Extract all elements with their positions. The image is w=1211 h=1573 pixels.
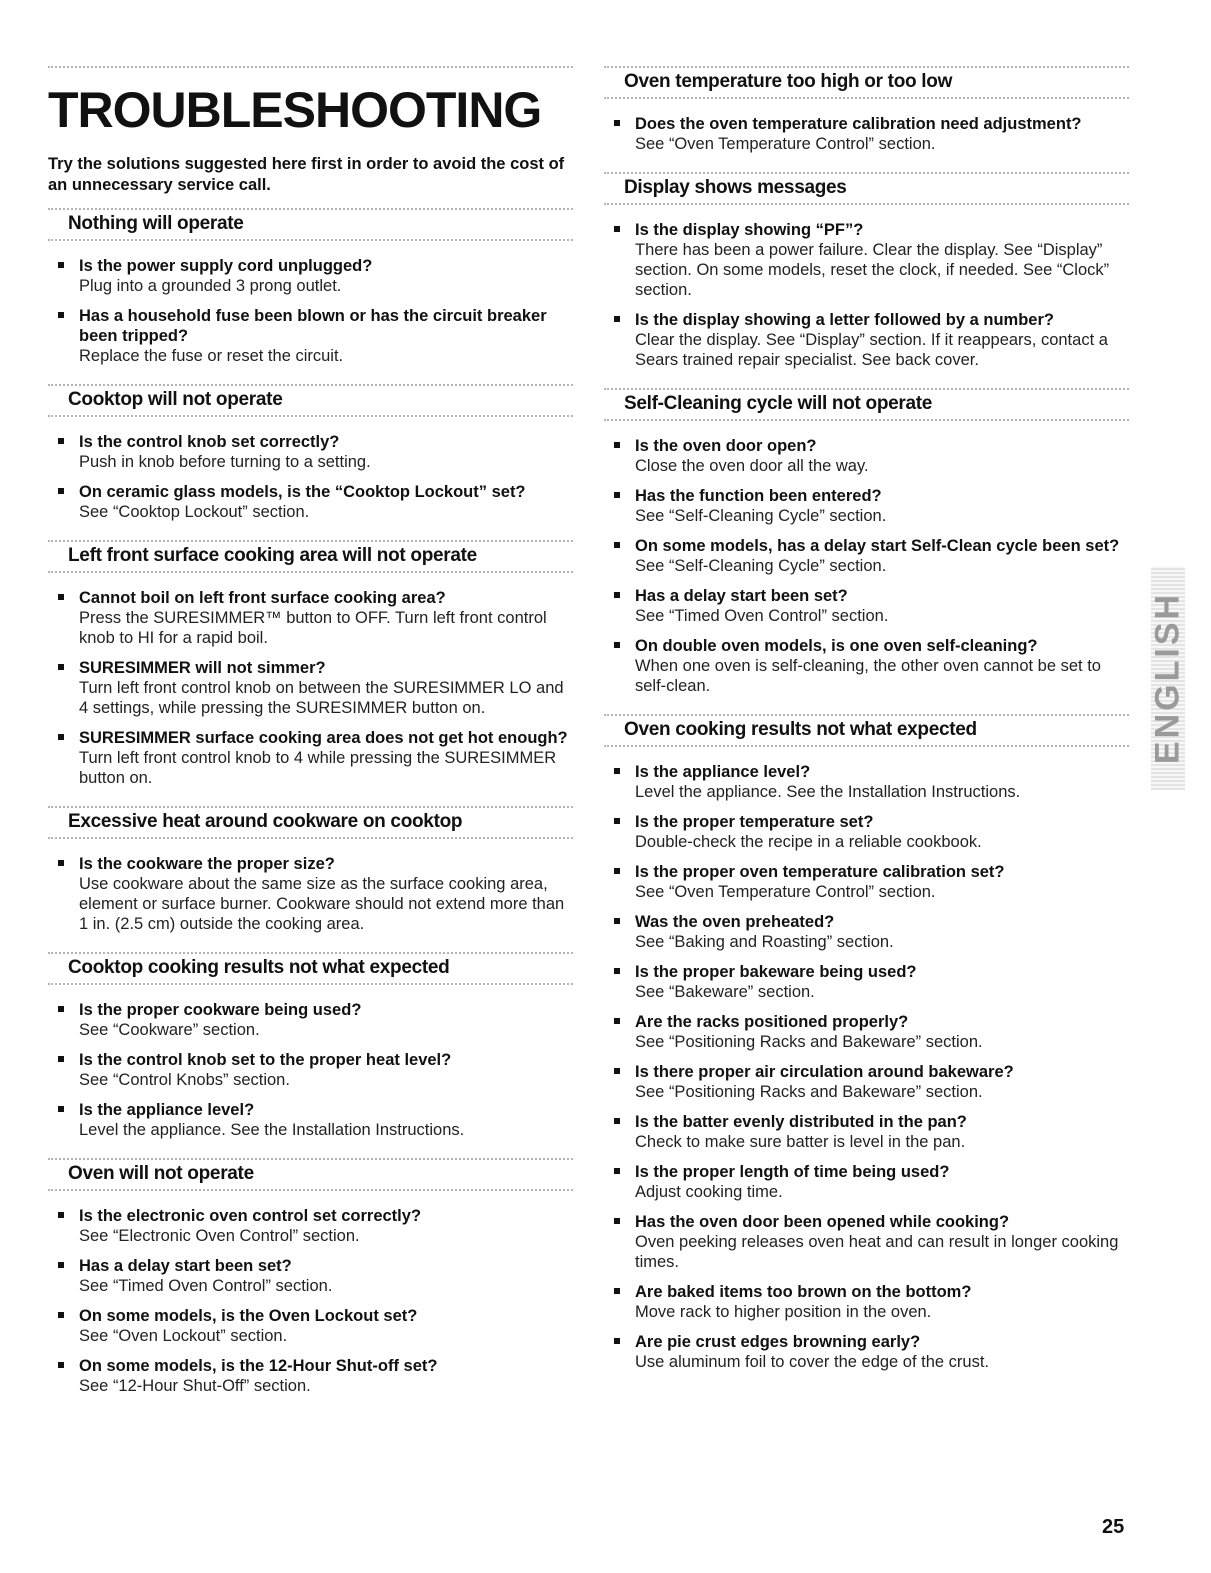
troubleshooting-item [48, 306, 573, 366]
square-bullet-icon [614, 1218, 620, 1224]
square-bullet-icon [614, 818, 620, 824]
troubleshooting-item [604, 1112, 1129, 1152]
item-answer: See “Self-Cleaning Cycle” section. [635, 557, 887, 575]
troubleshooting-item [48, 1100, 573, 1140]
square-bullet-icon [58, 438, 64, 444]
item-answer: See “Self-Cleaning Cycle” section. [635, 507, 887, 525]
item-question: Is the electronic oven control set correctly? [79, 1207, 422, 1225]
item-question: On some models, is the 12-Hour Shut-off set? [79, 1357, 438, 1375]
square-bullet-icon [614, 1288, 620, 1294]
item-question: Has a household fuse been blown or has the circuit breaker been tripped? [79, 307, 547, 345]
item-question: Has a delay start been set? [79, 1257, 292, 1275]
square-bullet-icon [58, 594, 64, 600]
item-question: Has the function been entered? [635, 487, 882, 505]
item-answer: See “Control Knobs” section. [79, 1071, 290, 1089]
item-answer: Level the appliance. See the Installation Instructions. [635, 783, 1021, 801]
item-answer: Close the oven door all the way. [635, 457, 869, 475]
square-bullet-icon [58, 1056, 64, 1062]
troubleshooting-item [48, 432, 573, 472]
section-bottom-rule [48, 1189, 573, 1191]
item-answer: Oven peeking releases oven heat and can result in longer cooking times. [635, 1233, 1119, 1271]
square-bullet-icon [614, 642, 620, 648]
troubleshooting-item [604, 1332, 1129, 1372]
troubleshooting-item [48, 1206, 573, 1246]
troubleshooting-item [604, 812, 1129, 852]
troubleshooting-item [604, 1062, 1129, 1102]
item-question: Has a delay start been set? [635, 587, 848, 605]
square-bullet-icon [58, 488, 64, 494]
item-question: SURESIMMER surface cooking area does not get hot enough? [79, 729, 568, 747]
troubleshooting-item [48, 1000, 573, 1040]
troubleshooting-item [604, 536, 1129, 576]
item-question: Was the oven preheated? [635, 913, 835, 931]
item-answer: See “Electronic Oven Control” section. [79, 1227, 360, 1245]
left-sections [48, 208, 573, 1414]
section-heading: Display shows messages [624, 177, 847, 198]
square-bullet-icon [58, 664, 64, 670]
item-question: Is the control knob set correctly? [79, 433, 340, 451]
item-question: Are the racks positioned properly? [635, 1013, 909, 1031]
section-bottom-rule [604, 419, 1129, 421]
square-bullet-icon [614, 226, 620, 232]
square-bullet-icon [614, 316, 620, 322]
section-bottom-rule [604, 97, 1129, 99]
item-answer: When one oven is self-cleaning, the other oven cannot be set to self-clean. [635, 657, 1101, 695]
item-answer: Push in knob before turning to a setting. [79, 453, 371, 471]
troubleshooting-item [48, 854, 573, 934]
item-answer: See “Bakeware” section. [635, 983, 815, 1001]
square-bullet-icon [58, 312, 64, 318]
language-side-tab [1148, 566, 1187, 790]
item-answer: See “Oven Lockout” section. [79, 1327, 288, 1345]
square-bullet-icon [614, 120, 620, 126]
item-question: Is there proper air circulation around bakeware? [635, 1063, 1014, 1081]
square-bullet-icon [614, 1168, 620, 1174]
top-rule [48, 66, 573, 68]
troubleshooting-section [48, 208, 573, 384]
item-question: Is the cookware the proper size? [79, 855, 335, 873]
square-bullet-icon [58, 1106, 64, 1112]
item-question: Is the proper temperature set? [635, 813, 874, 831]
square-bullet-icon [614, 542, 620, 548]
square-bullet-icon [58, 1362, 64, 1368]
item-answer: See “Timed Oven Control” section. [635, 607, 889, 625]
item-question: Cannot boil on left front surface cooking area? [79, 589, 446, 607]
troubleshooting-item [48, 482, 573, 522]
item-answer: See “Oven Temperature Control” section. [635, 135, 936, 153]
square-bullet-icon [58, 734, 64, 740]
item-question: On double oven models, is one oven self-cleaning? [635, 637, 1038, 655]
item-answer: Level the appliance. See the Installation Instructions. [79, 1121, 465, 1139]
intro-text: Try the solutions suggested here first in order to avoid the cost of an unnecessary service call. [48, 155, 565, 194]
troubleshooting-section [604, 388, 1129, 714]
item-question: On some models, is the Oven Lockout set? [79, 1307, 418, 1325]
square-bullet-icon [58, 1006, 64, 1012]
square-bullet-icon [614, 768, 620, 774]
troubleshooting-item [48, 1306, 573, 1346]
item-answer: See “12-Hour Shut-Off” section. [79, 1377, 311, 1395]
item-answer: See “Positioning Racks and Bakeware” section. [635, 1083, 983, 1101]
item-answer: Check to make sure batter is level in the pan. [635, 1133, 966, 1151]
troubleshooting-item [48, 1256, 573, 1296]
square-bullet-icon [58, 1312, 64, 1318]
item-question: Is the control knob set to the proper heat level? [79, 1051, 452, 1069]
troubleshooting-item [48, 728, 573, 788]
item-answer: Press the SURESIMMER™ button to OFF. Turn left front control knob to HI for a rapid boil. [79, 609, 547, 647]
troubleshooting-item [604, 486, 1129, 526]
item-question: On ceramic glass models, is the “Cooktop Lockout” set? [79, 483, 526, 501]
troubleshooting-section [48, 1158, 573, 1414]
troubleshooting-item [604, 1282, 1129, 1322]
item-question: SURESIMMER will not simmer? [79, 659, 326, 677]
section-heading: Left front surface cooking area will not operate [68, 545, 477, 566]
troubleshooting-item [48, 256, 573, 296]
section-heading: Self-Cleaning cycle will not operate [624, 393, 933, 414]
troubleshooting-section [48, 806, 573, 952]
item-answer: See “Positioning Racks and Bakeware” section. [635, 1033, 983, 1051]
item-answer: Replace the fuse or reset the circuit. [79, 347, 344, 365]
item-answer: See “Timed Oven Control” section. [79, 1277, 333, 1295]
square-bullet-icon [58, 1262, 64, 1268]
item-question: Is the proper length of time being used? [635, 1163, 950, 1181]
item-question: Is the oven door open? [635, 437, 817, 455]
item-question: Is the appliance level? [79, 1101, 255, 1119]
troubleshooting-item [604, 310, 1129, 370]
troubleshooting-item [604, 862, 1129, 902]
troubleshooting-item [48, 658, 573, 718]
section-heading: Excessive heat around cookware on cooktop [68, 811, 463, 832]
square-bullet-icon [614, 1068, 620, 1074]
section-heading: Cooktop cooking results not what expected [68, 957, 450, 978]
troubleshooting-item [604, 114, 1129, 154]
troubleshooting-item [604, 636, 1129, 696]
square-bullet-icon [614, 1018, 620, 1024]
troubleshooting-item [604, 220, 1129, 300]
right-column [604, 66, 1129, 1390]
troubleshooting-item [604, 912, 1129, 952]
item-answer: Plug into a grounded 3 prong outlet. [79, 277, 342, 295]
section-bottom-rule [48, 415, 573, 417]
item-answer: See “Cookware” section. [79, 1021, 260, 1039]
troubleshooting-section [48, 540, 573, 806]
item-answer: Clear the display. See “Display” section. If it reappears, contact a Sears trained repair specialist. See back cover. [635, 331, 1108, 369]
item-question: Is the display showing “PF”? [635, 221, 864, 239]
square-bullet-icon [58, 860, 64, 866]
section-heading: Nothing will operate [68, 213, 244, 234]
item-question: Is the display showing a letter followed by a number? [635, 311, 1054, 329]
page-title: TROUBLESHOOTING [48, 82, 542, 138]
item-answer: See “Oven Temperature Control” section. [635, 883, 936, 901]
square-bullet-icon [614, 442, 620, 448]
item-answer: Use cookware about the same size as the surface cooking area, element or surface burner. Cookware should not extend more than 1 in. (2.5 cm) outside the cooking area. [79, 875, 565, 933]
square-bullet-icon [614, 1118, 620, 1124]
item-answer: Adjust cooking time. [635, 1183, 783, 1201]
troubleshooting-section [604, 172, 1129, 388]
item-answer: Turn left front control knob to 4 while pressing the SURESIMMER button on. [79, 749, 557, 787]
troubleshooting-item [604, 762, 1129, 802]
item-answer: Move rack to higher position in the oven. [635, 1303, 932, 1321]
item-question: On some models, has a delay start Self-Clean cycle been set? [635, 537, 1120, 555]
square-bullet-icon [614, 1338, 620, 1344]
troubleshooting-item [604, 1162, 1129, 1202]
section-bottom-rule [604, 203, 1129, 205]
section-bottom-rule [48, 239, 573, 241]
item-answer: Turn left front control knob on between the SURESIMMER LO and 4 settings, while pressing the SURESIMMER button on. [79, 679, 564, 717]
right-sections [604, 66, 1129, 1390]
item-question: Is the appliance level? [635, 763, 811, 781]
square-bullet-icon [614, 868, 620, 874]
troubleshooting-item [48, 1050, 573, 1090]
troubleshooting-item [604, 1012, 1129, 1052]
item-answer: Double-check the recipe in a reliable cookbook. [635, 833, 982, 851]
item-answer: Use aluminum foil to cover the edge of the crust. [635, 1353, 990, 1371]
item-question: Is the proper bakeware being used? [635, 963, 917, 981]
troubleshooting-item [604, 586, 1129, 626]
language-tab-label: ENGLISH [1148, 591, 1187, 765]
square-bullet-icon [614, 492, 620, 498]
section-bottom-rule [48, 571, 573, 573]
item-question: Does the oven temperature calibration need adjustment? [635, 115, 1082, 133]
section-heading: Oven will not operate [68, 1163, 254, 1184]
section-bottom-rule [48, 837, 573, 839]
troubleshooting-section [48, 952, 573, 1158]
troubleshooting-item [604, 436, 1129, 476]
troubleshooting-item [48, 588, 573, 648]
item-question: Are pie crust edges browning early? [635, 1333, 921, 1351]
section-heading: Oven cooking results not what expected [624, 719, 977, 740]
section-heading: Cooktop will not operate [68, 389, 283, 410]
item-question: Is the batter evenly distributed in the pan? [635, 1113, 967, 1131]
troubleshooting-item [604, 962, 1129, 1002]
section-heading: Oven temperature too high or too low [624, 71, 953, 92]
troubleshooting-item [604, 1212, 1129, 1272]
square-bullet-icon [614, 592, 620, 598]
section-bottom-rule [604, 745, 1129, 747]
item-answer: There has been a power failure. Clear the display. See “Display” section. On some models, reset the clock, if needed. See “Clock” section. [635, 241, 1110, 299]
item-answer: See “Cooktop Lockout” section. [79, 503, 310, 521]
item-answer: See “Baking and Roasting” section. [635, 933, 894, 951]
item-question: Has the oven door been opened while cooking? [635, 1213, 1010, 1231]
troubleshooting-section [604, 714, 1129, 1390]
item-question: Is the proper oven temperature calibration set? [635, 863, 1005, 881]
item-question: Are baked items too brown on the bottom? [635, 1283, 972, 1301]
troubleshooting-section [48, 384, 573, 540]
item-question: Is the power supply cord unplugged? [79, 257, 373, 275]
square-bullet-icon [614, 918, 620, 924]
square-bullet-icon [58, 1212, 64, 1218]
troubleshooting-section [604, 66, 1129, 172]
troubleshooting-item [48, 1356, 573, 1396]
section-bottom-rule [48, 983, 573, 985]
square-bullet-icon [614, 968, 620, 974]
left-column [48, 66, 573, 1414]
page-number: 25 [1102, 1516, 1125, 1538]
item-question: Is the proper cookware being used? [79, 1001, 362, 1019]
square-bullet-icon [58, 262, 64, 268]
